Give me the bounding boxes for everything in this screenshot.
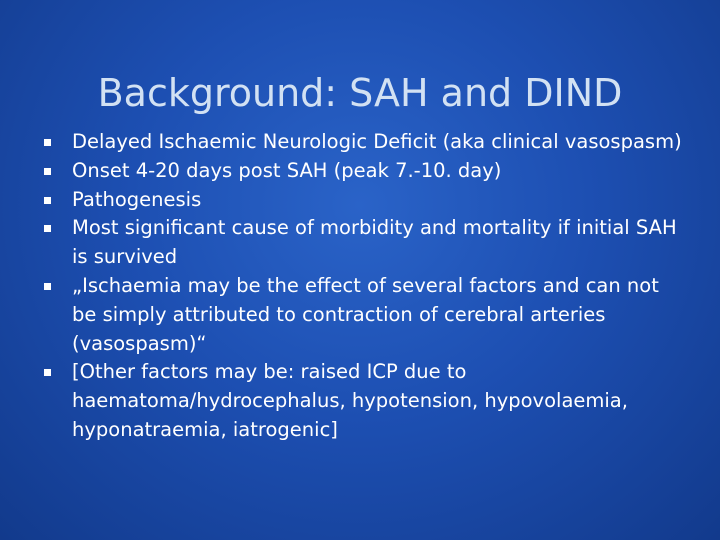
square-bullet-icon [44, 369, 51, 376]
bullet-list [42, 128, 682, 445]
bullet-item [42, 214, 682, 272]
bullet-text: Pathogenesis [72, 187, 202, 211]
square-bullet-icon [44, 139, 51, 146]
bullet-text: „Ischaemia may be the effect of several factors and can not be simply attributed to contraction of cerebral arteries (vasospasm)“ [72, 273, 659, 355]
bullet-text: [Other factors may be: raised ICP due to haematoma/hydrocephalus, hypotension, hypovolaemia, hyponatraemia, iatrogenic] [72, 360, 628, 441]
square-bullet-icon [44, 197, 51, 204]
bullet-text: Onset 4-20 days post SAH (peak 7.-10. day) [72, 158, 502, 182]
bullet-item [42, 272, 682, 358]
square-bullet-icon [44, 225, 51, 232]
square-bullet-icon [44, 283, 51, 290]
bullet-item [42, 358, 682, 444]
slide-title: Background: SAH and DIND [97, 71, 623, 116]
square-bullet-icon [44, 168, 51, 175]
bullet-item [42, 157, 682, 186]
bullet-text: Delayed Ischaemic Neurologic Deficit (aka clinical vasospasm) [72, 130, 682, 153]
bullet-item [42, 128, 682, 157]
bullet-item [42, 186, 682, 215]
bullet-text: Most significant cause of morbidity and mortality if initial SAH is survived [72, 216, 677, 269]
